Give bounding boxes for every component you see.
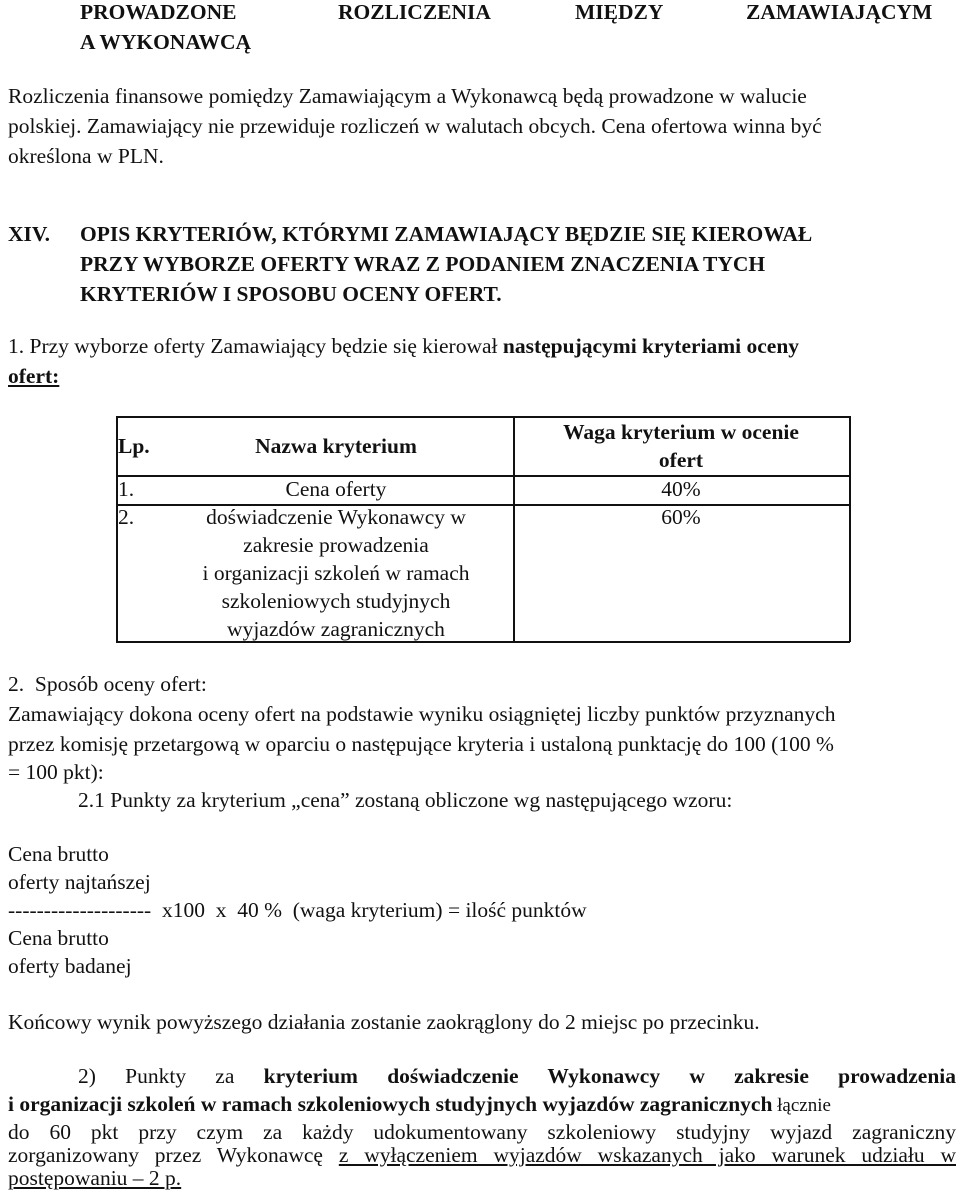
table-row-1-name: Cena oferty (285, 477, 387, 501)
formula-numerator-line-1: Cena brutto (8, 842, 109, 866)
point-1-line-2: ofert: (8, 364, 60, 388)
experience-line-4 (8, 1143, 956, 1168)
table-row-2-name-line: wyjazdów zagranicznych (227, 617, 445, 641)
point-1-intro (8, 334, 799, 359)
section-xiii-paragraph-line: określona w PLN. (8, 144, 164, 168)
experience-line-2 (8, 1092, 956, 1117)
section-xiii-paragraph-line: polskiej. Zamawiający nie przewiduje rozliczeń w walutach obcych. Cena ofertowa winna być (8, 114, 822, 138)
point-2-paragraph-line: = 100 pkt): (8, 760, 104, 784)
section-xiv-number: XIV. (8, 222, 51, 246)
table-header-weight-line-1: Waga kryterium w ocenie (563, 420, 799, 444)
table-row-2-lp: 2. (118, 505, 135, 529)
criteria-table (116, 416, 850, 642)
experience-line-1 (78, 1064, 956, 1089)
point-1-bold: następującymi kryteriami oceny (502, 334, 800, 358)
rounding-note: Końcowy wynik powyższego działania zostanie zaokrąglony do 2 miejsc po przecinku. (8, 1010, 760, 1034)
experience-line-2-bold: i organizacji szkoleń w ramach szkoleniowych studyjnych wyjazdów zagranicznych (8, 1092, 773, 1116)
experience-line-1-prefix: 2) Punkty za (78, 1064, 264, 1088)
section-xiv-title-line: OPIS KRYTERIÓW, KTÓRYMI ZAMAWIAJĄCY BĘDZIE SIĘ KIEROWAŁ (80, 222, 813, 246)
table-row-2-name-line: doświadczenie Wykonawcy w (206, 505, 466, 529)
table-row-1-weight: 40% (661, 477, 701, 501)
heading-line-2: A WYKONAWCĄ (80, 30, 252, 54)
heading-word-1: PROWADZONE (80, 0, 237, 24)
experience-line-2-rest: łącznie (772, 1095, 831, 1116)
table-row-2-name-line: szkoleniowych studyjnych (221, 589, 451, 613)
table-row-2-name-line: i organizacji szkoleń w ramach (202, 561, 470, 585)
table-row-2-name-line: zakresie prowadzenia (243, 533, 429, 557)
heading-word-3: MIĘDZY (575, 0, 664, 24)
section-xiv-title-line: PRZY WYBORZE OFERTY WRAZ Z PODANIEM ZNACZENIA TYCH (80, 252, 766, 276)
formula-fraction-line: -------------------- x100 x 40 % (waga kryterium) = ilość punktów (8, 898, 587, 922)
experience-line-3 (8, 1120, 956, 1145)
point-2-heading: 2. Sposób oceny ofert: (8, 672, 207, 696)
table-header-name: Nazwa kryterium (255, 434, 417, 458)
section-xiv-title-line: KRYTERIÓW I SPOSOBU OCENY OFERT. (80, 282, 502, 306)
table-row-1-lp: 1. (118, 477, 135, 501)
section-xiii-paragraph-line: Rozliczenia finansowe pomiędzy Zamawiającym a Wykonawcą będą prowadzone w walucie (8, 84, 807, 108)
formula-denominator-line-2: oferty badanej (8, 954, 132, 978)
point-1-prefix: 1. Przy wyborze oferty Zamawiający będzie się kierował (8, 334, 503, 358)
formula-numerator-line-2: oferty najtańszej (8, 870, 151, 894)
table-row-2-weight: 60% (661, 505, 701, 529)
table-header-weight-line-2: ofert (658, 448, 704, 472)
experience-line-4-underlined: z wyłączeniem wyjazdów wskazanych jako warunek udziału w (338, 1143, 956, 1167)
point-2-1-text: 2.1 Punkty za kryterium „cena” zostaną obliczone wg następującego wzoru: (78, 788, 733, 812)
experience-line-5: postępowaniu – 2 p. (8, 1166, 182, 1190)
point-2-paragraph-line: przez komisję przetargową w oparciu o następujące kryteria i ustaloną punktację do 100 (100 % (8, 732, 834, 756)
point-2-paragraph-line: Zamawiający dokona oceny ofert na podstawie wyniku osiągniętej liczby punktów przyznanych (8, 702, 836, 726)
section-xiii-heading (8, 0, 956, 60)
heading-word-2: ROZLICZENIA (338, 0, 491, 24)
experience-line-3-text: do 60 pkt przy czym za każdy udokumentowany szkoleniowy studyjny wyjazd zagraniczny (8, 1120, 956, 1144)
formula-denominator-line-1: Cena brutto (8, 926, 109, 950)
table-header-lp: Lp. (118, 434, 150, 458)
heading-word-4: ZAMAWIAJĄCYM (746, 0, 933, 24)
experience-line-4-prefix: zorganizowany przez Wykonawcę (8, 1143, 339, 1167)
experience-line-1-bold: kryterium doświadczenie Wykonawcy w zakresie prowadzenia (263, 1064, 957, 1088)
